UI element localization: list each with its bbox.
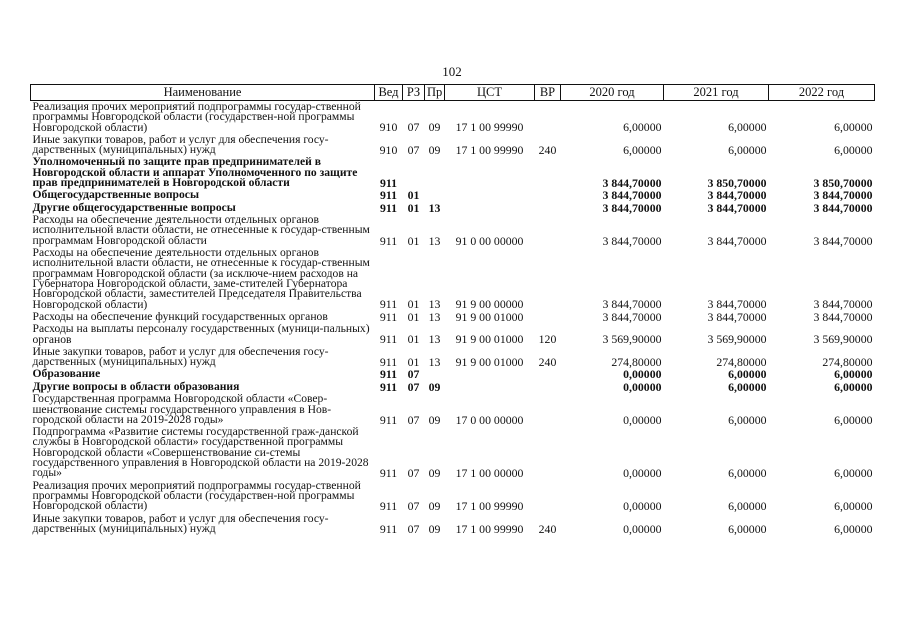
- row-value-2021: 3 844,70000: [707, 188, 767, 203]
- row-ved: 911: [379, 297, 398, 312]
- row-rz: 07: [407, 367, 420, 382]
- row-vr: [535, 247, 561, 311]
- row-vr: 240: [538, 143, 557, 158]
- row-rz: [403, 156, 425, 189]
- row-value-2020: 0,00000: [623, 367, 662, 382]
- row-value-2021: 3 844,70000: [707, 233, 767, 248]
- row-cst: 17 1 00 99990: [455, 521, 524, 536]
- row-pr: [425, 368, 445, 380]
- row-value-2020: 274,80000: [611, 355, 662, 370]
- row-rz: 07: [407, 521, 420, 536]
- row-ved: 911: [379, 175, 398, 190]
- header-ved: Вед: [375, 85, 403, 101]
- row-vr: [535, 214, 561, 247]
- row-vr: [535, 368, 561, 380]
- row-cst: [445, 189, 535, 201]
- row-pr: 13: [428, 233, 441, 248]
- table-header: [31, 85, 875, 101]
- row-value-2021: 3 844,70000: [707, 297, 767, 312]
- row-value-2020: 6,00000: [623, 120, 662, 135]
- row-ved: 911: [379, 367, 398, 382]
- table-row: [31, 393, 875, 426]
- row-rz: 01: [407, 332, 420, 347]
- row-rz: 07: [407, 466, 420, 481]
- row-value-2022: 6,00000: [834, 499, 873, 514]
- table-row: [31, 101, 875, 134]
- row-ved: 911: [379, 466, 398, 481]
- row-ved: 911: [379, 233, 398, 248]
- row-value-2021: 6,00000: [728, 412, 767, 427]
- row-name: Общегосударственные вопросы: [32, 188, 199, 202]
- row-pr: 13: [428, 309, 441, 324]
- row-value-2021: 6,00000: [728, 499, 767, 514]
- row-name: Расходы на обеспечение деятельности отдельных органов исполнительной власти области, не отнесенные к государ-ственным программам Новгородской области: [32, 213, 370, 247]
- table-row: [31, 426, 875, 479]
- row-value-2020: 3 844,70000: [602, 188, 662, 203]
- row-vr: [535, 426, 561, 479]
- row-value-2021: 274,80000: [716, 355, 767, 370]
- row-name: Другие вопросы в области образования: [32, 379, 240, 393]
- row-value-2020: 3 844,70000: [602, 297, 662, 312]
- row-value-2021: 6,00000: [728, 143, 767, 158]
- row-value-2020: 6,00000: [623, 143, 662, 158]
- row-cst: 91 9 00 01000: [455, 309, 524, 324]
- row-value-2022: 3 844,70000: [813, 188, 873, 203]
- row-cst: [445, 381, 535, 393]
- row-vr: [535, 311, 561, 323]
- row-value-2022: 6,00000: [834, 521, 873, 536]
- row-cst: [445, 202, 535, 214]
- row-ved: 911: [379, 521, 398, 536]
- row-pr: 13: [428, 355, 441, 370]
- header-2020: 2020 год: [561, 85, 664, 101]
- row-vr: [535, 393, 561, 426]
- header-name: Наименование: [31, 85, 375, 101]
- row-rz: 01: [407, 188, 420, 203]
- row-name: Иные закупки товаров, работ и услуг для обеспечения госу-дарственных (муниципальных) нужд: [32, 511, 329, 535]
- header-2022: 2022 год: [769, 85, 875, 101]
- row-rz: 01: [407, 309, 420, 324]
- row-name: Реализация прочих мероприятий подпрограммы государ-ственной программы Новгородской области (государствен-ной программы Новгородской области): [32, 100, 361, 134]
- row-ved: 911: [379, 309, 398, 324]
- row-value-2020: 0,00000: [623, 466, 662, 481]
- row-cst: 91 0 00 00000: [455, 233, 524, 248]
- row-ved: 910: [379, 143, 398, 158]
- row-vr: [535, 202, 561, 214]
- table-row: [31, 189, 875, 201]
- row-ved: 911: [379, 379, 398, 394]
- row-value-2020: 0,00000: [623, 412, 662, 427]
- row-pr: 09: [428, 379, 441, 394]
- row-vr: [535, 156, 561, 189]
- row-pr: [425, 156, 445, 189]
- table-row: [31, 480, 875, 513]
- header-cst: ЦСТ: [445, 85, 535, 101]
- row-pr: 09: [428, 499, 441, 514]
- row-value-2021: 6,00000: [728, 379, 767, 394]
- row-vr: [535, 101, 561, 134]
- row-rz: 01: [407, 297, 420, 312]
- row-value-2022: 6,00000: [834, 466, 873, 481]
- row-ved: 911: [379, 355, 398, 370]
- row-cst: 17 1 00 99990: [455, 120, 524, 135]
- row-cst: 91 9 00 01000: [455, 355, 524, 370]
- table-row: [31, 323, 875, 346]
- row-cst: 17 1 00 99990: [455, 499, 524, 514]
- row-name: Расходы на выплаты персоналу государственных (муници-пальных) органов: [32, 322, 370, 346]
- row-value-2021: 6,00000: [728, 521, 767, 536]
- row-vr: [535, 480, 561, 513]
- header-vr: ВР: [535, 85, 561, 101]
- row-value-2020: 0,00000: [623, 379, 662, 394]
- table-row: [31, 368, 875, 380]
- row-value-2020: 3 844,70000: [602, 175, 662, 190]
- row-rz: 07: [407, 143, 420, 158]
- row-value-2020: 0,00000: [623, 521, 662, 536]
- row-value-2021: 6,00000: [728, 367, 767, 382]
- row-cst: 91 9 00 00000: [455, 297, 524, 312]
- row-value-2022: 6,00000: [834, 412, 873, 427]
- row-value-2022: 6,00000: [834, 367, 873, 382]
- row-value-2022: 6,00000: [834, 120, 873, 135]
- row-vr: [535, 189, 561, 201]
- row-name: Иные закупки товаров, работ и услуг для обеспечения госу-дарственных (муниципальных) нужд: [32, 132, 329, 157]
- table-row: [31, 513, 875, 536]
- table-row: [31, 346, 875, 369]
- row-rz: 07: [407, 379, 420, 394]
- row-name: Реализация прочих мероприятий подпрограммы государ-ственной программы Новгородской области (государствен-ной программы Новгородской области): [32, 478, 361, 513]
- row-name: Уполномоченный по защите прав предпринимателей в Новгородской области и аппарат Уполномоченного по защите прав предпринимателей в Новгородской области: [32, 155, 358, 190]
- row-rz: 01: [407, 233, 420, 248]
- row-name: Другие общегосударственные вопросы: [32, 200, 236, 214]
- row-vr: [535, 381, 561, 393]
- header-2021: 2021 год: [664, 85, 769, 101]
- table-row: [31, 214, 875, 247]
- row-rz: 01: [407, 355, 420, 370]
- row-value-2022: 6,00000: [834, 379, 873, 394]
- row-value-2020: 3 844,70000: [602, 309, 662, 324]
- row-value-2020: 3 569,90000: [602, 332, 662, 347]
- row-ved: 911: [379, 412, 398, 427]
- row-value-2021: 3 844,70000: [707, 309, 767, 324]
- row-value-2022: 274,80000: [822, 355, 873, 370]
- row-value-2021: 3 844,70000: [707, 200, 767, 215]
- row-cst: [445, 156, 535, 189]
- header-rz: РЗ: [403, 85, 425, 101]
- row-value-2020: 0,00000: [623, 499, 662, 514]
- row-value-2021: 6,00000: [728, 466, 767, 481]
- row-value-2021: 3 850,70000: [707, 175, 767, 190]
- row-ved: 911: [379, 200, 398, 215]
- row-value-2020: 3 844,70000: [602, 200, 662, 215]
- row-name: Иные закупки товаров, работ и услуг для обеспечения госу-дарственных (муниципальных) нужд: [32, 344, 329, 369]
- row-pr: 09: [428, 143, 441, 158]
- row-name: Подпрограмма «Развитие системы государственной граж-данской службы в Новгородской области» государственной программы Новгородской области «Совершенствование си-стемы государственного управления в Новгородской области на 2019-2028 годы»: [32, 425, 369, 480]
- row-cst: 17 1 00 00000: [455, 466, 524, 481]
- row-cst: 17 1 00 99990: [455, 143, 524, 158]
- row-value-2022: 6,00000: [834, 143, 873, 158]
- row-cst: [445, 368, 535, 380]
- row-rz: 07: [407, 120, 420, 135]
- row-pr: 13: [428, 200, 441, 215]
- row-pr: 13: [428, 332, 441, 347]
- row-value-2022: 3 844,70000: [813, 297, 873, 312]
- row-pr: 13: [428, 297, 441, 312]
- row-vr: 240: [538, 521, 557, 536]
- row-name: Расходы на обеспечение деятельности отдельных органов исполнительной власти области, не отнесенные к государ-ственным программам Новгородской области (за исключе-нием расходов на Губернатора Новгородской области, заме-стителей Губернатора Новгородской области, заместителей Председателя Правительства Новгородской области): [32, 246, 370, 311]
- row-rz: 07: [407, 499, 420, 514]
- header-pr: Пр: [425, 85, 445, 101]
- row-pr: 09: [428, 120, 441, 135]
- row-pr: [425, 189, 445, 201]
- row-vr: 120: [538, 332, 557, 347]
- row-value-2022: 3 569,90000: [813, 332, 873, 347]
- row-ved: 911: [379, 499, 398, 514]
- row-rz: 01: [407, 200, 420, 215]
- row-pr: 09: [428, 521, 441, 536]
- row-pr: 09: [428, 466, 441, 481]
- table-body: [31, 101, 875, 536]
- row-value-2021: 3 569,90000: [707, 332, 767, 347]
- row-value-2022: 3 844,70000: [813, 200, 873, 215]
- row-name: Расходы на обеспечение функций государственных органов: [32, 309, 328, 323]
- row-value-2021: 6,00000: [728, 120, 767, 135]
- row-ved: 911: [379, 188, 398, 203]
- row-value-2020: 3 844,70000: [602, 233, 662, 248]
- table-row: [31, 247, 875, 311]
- row-vr: 240: [538, 355, 557, 370]
- row-pr: 09: [428, 412, 441, 427]
- row-name: Образование: [32, 367, 101, 381]
- row-cst: 17 0 00 00000: [455, 412, 524, 427]
- budget-table: [30, 84, 875, 535]
- row-value-2022: 3 844,70000: [813, 309, 873, 324]
- table-row: [31, 134, 875, 157]
- row-value-2022: 3 850,70000: [813, 175, 873, 190]
- row-rz: 07: [407, 412, 420, 427]
- row-name: Государственная программа Новгородской области «Совер-шенствование системы государственного управления в Нов-городской области на 2019-2028 годы»: [32, 392, 332, 426]
- row-ved: 911: [379, 332, 398, 347]
- row-cst: 91 9 00 01000: [455, 332, 524, 347]
- row-value-2022: 3 844,70000: [813, 233, 873, 248]
- row-ved: 910: [379, 120, 398, 135]
- page-number: 102: [442, 64, 462, 79]
- table-row: [31, 156, 875, 189]
